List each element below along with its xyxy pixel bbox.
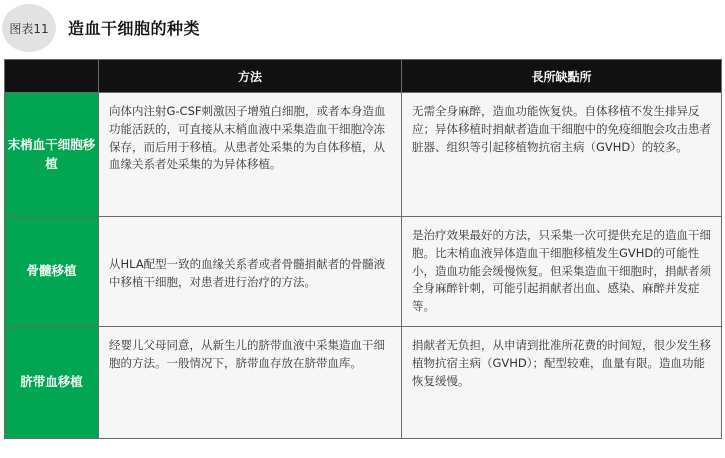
column-header-pros-cons: 長所缺點所 (402, 60, 722, 93)
row-header-peripheral-blood: 末梢血干细胞移植 (5, 93, 99, 217)
method-cell: 从HLA配型一致的血缘关系者或者骨髓捐献者的骨髓液中移植干细胞，对患者进行治疗的方法。 (99, 217, 402, 327)
pros-cons-cell: 无需全身麻醉，造血功能恢复快。自体移植不发生排异反应；异体移植时捐献者造血干细胞中的免疫细胞会攻击患者脏器、组织等引起移植物抗宿主病（GVHD）的较多。 (402, 93, 722, 217)
table-row (5, 93, 722, 217)
row-header-cord-blood: 脐带血移植 (5, 327, 99, 439)
pros-cons-cell: 捐献者无负担，从申请到批准所花费的时间短，很少发生移植物抗宿主病（GVHD）；配型较难，血量有限。造血功能恢复缓慢。 (402, 327, 722, 439)
figure-label-badge: 图表11 (2, 4, 56, 52)
table-row (5, 217, 722, 327)
table-header-row (5, 60, 722, 93)
hsc-types-table (4, 59, 722, 439)
method-cell: 向体内注射G-CSF刺激因子增殖白细胞，或者本身造血功能活跃的，可直接从末梢血液中采集造血干细胞冷冻保存，而后用于移植。从患者处采集的为自体移植，从血缘关系者处采集的为异体移植。 (99, 93, 402, 217)
method-cell: 经婴儿父母同意，从新生儿的脐带血液中采集造血干细胞的方法。一般情况下，脐带血存放在脐带血库。 (99, 327, 402, 439)
header (0, 0, 725, 56)
row-header-bone-marrow: 骨髓移植 (5, 217, 99, 327)
table-corner-cell (5, 60, 99, 93)
table-row (5, 327, 722, 439)
pros-cons-cell: 是治疗效果最好的方法，只采集一次可提供充足的造血干细胞。比末梢血液异体造血干细胞移植发生GVHD的可能性小，造血功能会缓慢恢复。但采集造血干细胞时，捐献者须全身麻醉针刺，可能引起捐献者出血、感染、麻醉并发症等。 (402, 217, 722, 327)
page-title: 造血干细胞的种类 (68, 19, 201, 38)
column-header-method: 方法 (99, 60, 402, 93)
